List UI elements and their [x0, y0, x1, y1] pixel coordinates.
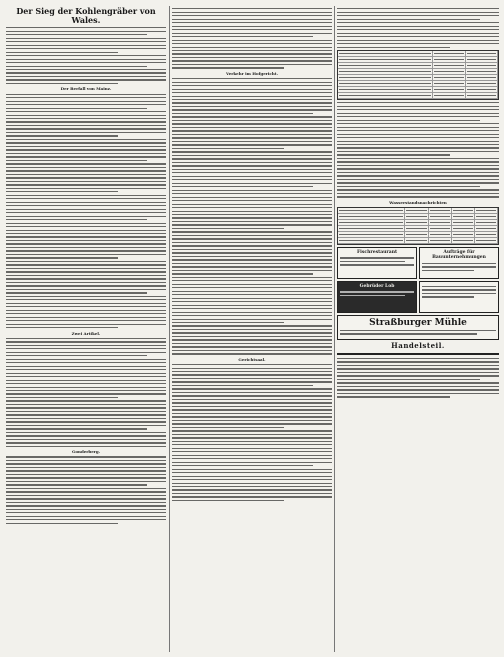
article-body — [6, 456, 166, 524]
headline-court: Verkehr im Hofgericht. — [226, 70, 278, 76]
ad-title: Straßburger Mühle — [369, 317, 467, 328]
headline-mainz: Der Berfall von Mainz. — [60, 86, 112, 92]
ad-title: Fischrestaurant — [356, 249, 398, 255]
headline-two-articles: Zwei Artikel. — [71, 330, 101, 336]
article-body — [172, 364, 332, 501]
column-divider — [169, 6, 170, 652]
article-body — [6, 94, 166, 329]
column-divider — [334, 6, 335, 652]
water-level-title: Wasserstandsnachrichten — [389, 199, 447, 205]
column-3 — [337, 6, 499, 652]
ad-title: Gebrüder Lob — [359, 283, 395, 289]
column-1 — [6, 6, 166, 652]
article-body — [6, 338, 166, 447]
article-body — [6, 27, 166, 84]
article-body — [337, 8, 499, 48]
ad-grid — [337, 247, 499, 313]
headline-coal-miners: Der Sieg der Kohlengräber von Wales. — [16, 6, 156, 25]
article-body — [172, 8, 332, 69]
column-2 — [172, 6, 332, 652]
ad-box — [419, 281, 499, 313]
ad-box — [337, 247, 417, 279]
ad-box — [419, 247, 499, 279]
ad-title: Aufträge für Bauunternehmungen — [432, 249, 486, 261]
article-body — [337, 102, 499, 197]
headline-gonderberg: Gonderberg. — [71, 449, 101, 455]
headline-gerichtsaal: Gerichtsaal. — [238, 356, 266, 362]
divider — [337, 353, 499, 355]
article-body — [172, 78, 332, 355]
article-body — [337, 358, 499, 398]
market-table — [337, 50, 499, 100]
section-title-trade: Handelsteil. — [391, 340, 445, 350]
water-level-table — [337, 207, 499, 245]
mill-advertisement — [337, 315, 499, 340]
ad-box — [337, 281, 417, 313]
